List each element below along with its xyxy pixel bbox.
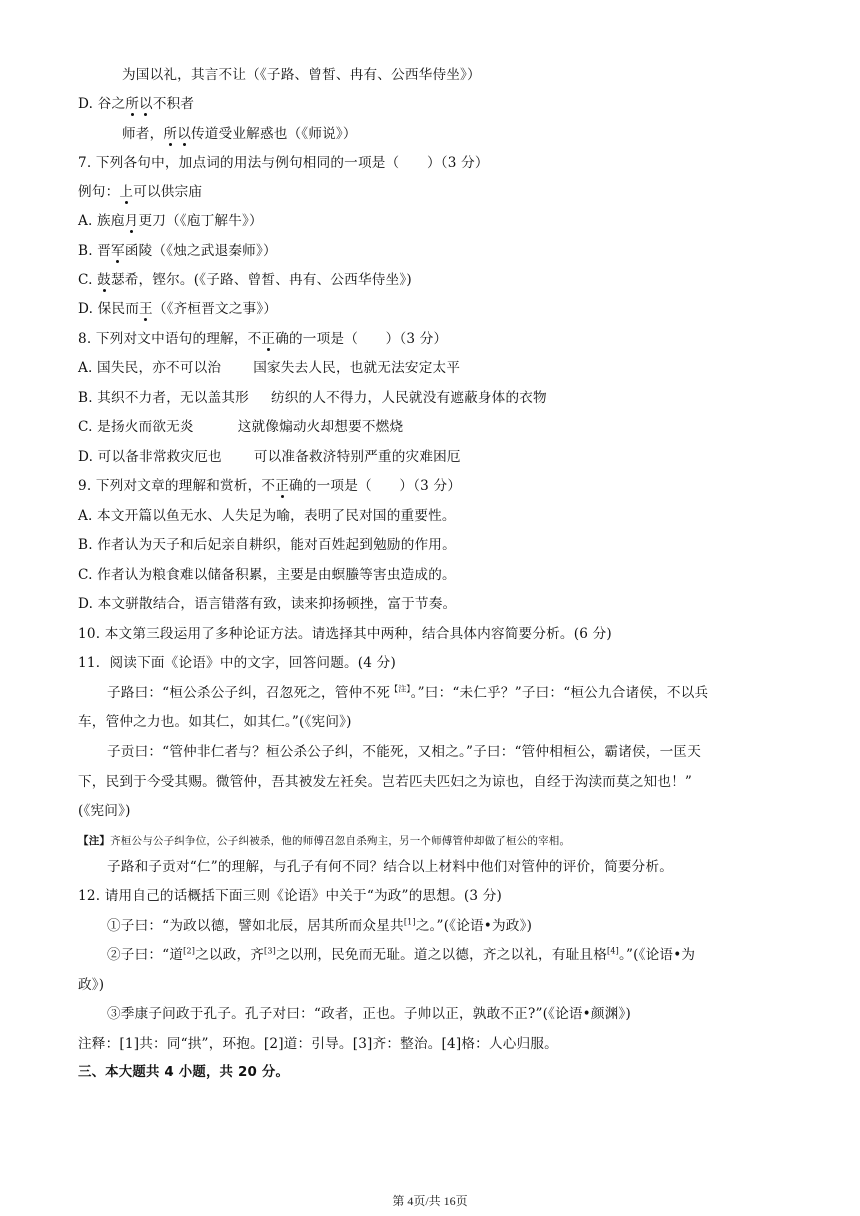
section-heading bbox=[78, 1064, 790, 1082]
text: B. 作者认为天子和后妃亲自耕织，能对百姓起到勉励的作用。 bbox=[78, 537, 456, 553]
footnote-marker: [3] bbox=[264, 946, 276, 956]
text: 可以准备救济特别严重的灾难困厄 bbox=[253, 449, 461, 465]
option-d-line bbox=[78, 95, 790, 113]
text: 为国以礼，其言不让（《子路、曾皙、冉有、公西华侍坐》） bbox=[122, 67, 481, 83]
text: 纺织的人不得力，人民就没有遮蔽身体的衣物 bbox=[270, 390, 547, 406]
text: 下，民到于今受其赐。微管仲，吾其被发左衽矣。岂若匹夫匹妇之为谅也，自经于沟渎而莫之知也！” bbox=[78, 774, 693, 790]
text: C. 作者认为粮食难以储备积累，主要是由螟螣等害虫造成的。 bbox=[78, 567, 456, 583]
text: D. 本文骈散结合，语言错落有致，读来抑扬顿挫，富于节奏。 bbox=[78, 596, 457, 612]
lunyu-passage-2-source bbox=[78, 802, 790, 820]
text: 9. 下列对文章的理解和赏析， bbox=[78, 478, 262, 494]
footnote-marker: [4] bbox=[607, 946, 619, 956]
dotted-text: 不正确 bbox=[247, 331, 290, 347]
lunyu-passage-1-cont bbox=[78, 713, 790, 731]
text: 师者， bbox=[122, 126, 164, 142]
text: D. 保民而 bbox=[78, 301, 140, 317]
page-footer: 第 4页/共 16页 bbox=[392, 1194, 468, 1208]
text: B. 其织不力者，无以盖其形 bbox=[78, 390, 249, 406]
text: 三、本大题共 4 小题，共 20 分。 bbox=[78, 1065, 290, 1080]
lunyu-quote-2-cont bbox=[78, 976, 790, 994]
text: 子路和子贡对“仁”的理解，与孔子有何不同？结合以上材料中他们对管仲的评价，简要分析。 bbox=[107, 859, 674, 875]
text: (《宪问》) bbox=[78, 803, 131, 819]
question-7 bbox=[78, 154, 790, 172]
text: 更刀（《庖丁解牛》） bbox=[138, 213, 263, 229]
text: 瑟希，铿尔。(《子路、曾皙、冉有、公西华侍坐》) bbox=[110, 272, 412, 288]
dotted-char: 所 bbox=[125, 96, 140, 112]
question-12 bbox=[78, 887, 790, 905]
dotted-char: 上 bbox=[119, 184, 134, 200]
text: 之。”(《论语•为政》) bbox=[415, 918, 533, 934]
dotted-char: 月 bbox=[124, 213, 139, 229]
lunyu-passage-2 bbox=[107, 743, 790, 761]
annotations bbox=[78, 1035, 790, 1053]
question-10 bbox=[78, 625, 790, 643]
text: 传道受业解惑也（《师说》） bbox=[190, 126, 357, 142]
text: 12. 请用自己的话概括下面三则《论语》中关于“为政”的思想。(3 分) bbox=[78, 888, 503, 904]
dotted-text: 不正确 bbox=[261, 478, 303, 494]
text: A. 本文开篇以鱼无水、人失足为喻，表明了民对国的重要性。 bbox=[78, 508, 456, 524]
text: D. 可以备非常救灾厄也 bbox=[78, 449, 222, 465]
dotted-char: 军 bbox=[111, 243, 125, 259]
q7-option-c bbox=[78, 271, 790, 289]
text: 政》) bbox=[78, 977, 105, 993]
lunyu-quote-3 bbox=[107, 1005, 790, 1023]
footnote-tag: 【注】 bbox=[78, 835, 111, 847]
text: D. 谷之 bbox=[78, 96, 126, 112]
text: ③季康子问政于孔子。孔子对曰：“政者，正也。子帅以正，孰敢不正?”(《论语•颜渊》) bbox=[107, 1006, 631, 1022]
q11-prompt bbox=[107, 858, 790, 876]
text: 齐桓公与公子纠争位，公子纠被杀，他的师傅召忽自杀殉主，另一个师傅管仲却做了桓公的宰相。 bbox=[110, 835, 571, 847]
text: ①子曰：“为政以德，譬如北辰，居其所而众星共 bbox=[107, 918, 404, 934]
text: 的一项是（ ）（3 分） bbox=[302, 478, 462, 494]
text: 不积者 bbox=[152, 96, 195, 112]
text: 注释：[1]共：同“拱”，环抱。[2]道：引导。[3]齐：整治。[4]格：人心归服。 bbox=[78, 1036, 558, 1052]
q7-option-d bbox=[78, 300, 790, 318]
text: 子贡曰：“管仲非仁者与？桓公杀公子纠，不能死，又相之。”子曰：“管仲相桓公，霸诸侯，一匡天 bbox=[107, 744, 701, 760]
footnote bbox=[78, 832, 790, 850]
question-8 bbox=[78, 330, 790, 348]
question-9 bbox=[78, 477, 790, 495]
text: A. 国失民，亦不可以治 bbox=[78, 360, 222, 376]
text: A. 族庖 bbox=[78, 213, 125, 229]
option-c-example-line bbox=[122, 66, 790, 84]
text: B. 晋 bbox=[78, 243, 112, 259]
text: 车，管仲之力也。如其仁，如其仁。”(《宪问》) bbox=[78, 714, 352, 730]
lunyu-quote-2 bbox=[107, 946, 790, 964]
lunyu-passage-1 bbox=[107, 684, 790, 702]
text: 之以政，齐 bbox=[195, 947, 265, 963]
q9-option-c bbox=[78, 566, 790, 584]
text: 的一项是（ ）（3 分） bbox=[289, 331, 448, 347]
q8-option-b bbox=[78, 389, 790, 407]
text: 之以刑，民免而无耻。道之以德，齐之以礼，有耻且格 bbox=[275, 947, 608, 963]
text: 11．阅读下面《论语》中的文字，回答问题。(4 分) bbox=[78, 655, 396, 671]
text: 这就像煽动火却想要不燃烧 bbox=[237, 419, 404, 435]
dotted-char: 以 bbox=[177, 126, 191, 142]
text: 可以供宗庙 bbox=[133, 184, 203, 200]
lunyu-quote-1 bbox=[107, 917, 790, 935]
text: C. 是扬火而欲无炎 bbox=[78, 419, 194, 435]
text: 8. 下列对文中语句的理解， bbox=[78, 331, 248, 347]
text: 7. 下列各句中，加点词的用法与例句相同的一项是（ ）（3 分） bbox=[78, 155, 489, 171]
footnote-marker: 【注】 bbox=[390, 684, 411, 694]
option-d-example-line bbox=[122, 125, 790, 143]
q7-option-b bbox=[78, 242, 790, 260]
text: 例句： bbox=[78, 184, 120, 200]
text: 国家失去人民，也就无法安定太平 bbox=[253, 360, 461, 376]
example-sentence bbox=[78, 183, 790, 201]
dotted-char: 鼓 bbox=[97, 272, 111, 288]
q8-option-d bbox=[78, 448, 790, 466]
q9-option-d bbox=[78, 595, 790, 613]
dotted-char: 所 bbox=[163, 126, 178, 142]
q9-option-b bbox=[78, 536, 790, 554]
lunyu-passage-2-cont bbox=[78, 773, 790, 791]
q8-option-a bbox=[78, 359, 790, 377]
question-11 bbox=[78, 654, 790, 672]
text: 函陵（《烛之武退秦师》） bbox=[124, 243, 277, 259]
dotted-char: 以 bbox=[139, 96, 153, 112]
text: C. bbox=[78, 272, 98, 288]
text: 。”曰：“未仁乎？”子曰：“桓公九合诸侯，不以兵 bbox=[410, 685, 709, 701]
q9-option-a bbox=[78, 507, 790, 525]
text: 子路曰：“桓公杀公子纠，召忽死之，管仲不死 bbox=[107, 685, 391, 701]
q8-option-c bbox=[78, 418, 790, 436]
text: 10. 本文第三段运用了多种论证方法。请选择其中两种，结合具体内容简要分析。(6 分) bbox=[78, 626, 612, 642]
q7-option-a bbox=[78, 212, 790, 230]
text: （《齐桓晋文之事》） bbox=[152, 301, 278, 317]
dotted-char: 王 bbox=[139, 301, 153, 317]
footnote-marker: [2] bbox=[183, 946, 196, 956]
footnote-marker: [1] bbox=[403, 917, 416, 927]
text: ②子曰：“道 bbox=[107, 947, 184, 963]
text: 。”(《论语•为 bbox=[618, 947, 696, 963]
